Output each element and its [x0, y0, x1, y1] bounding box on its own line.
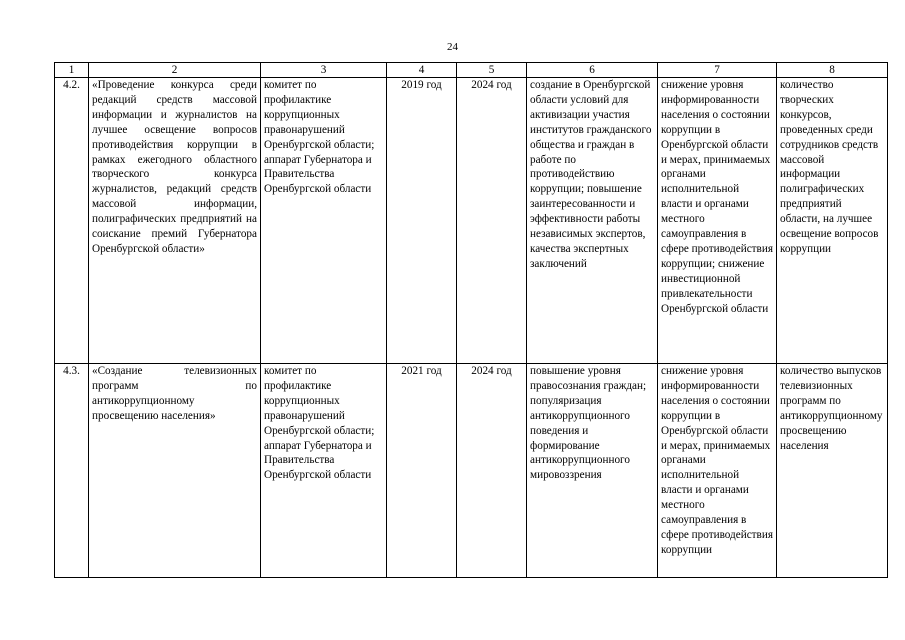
header-row [55, 63, 888, 78]
col-header-6: 6 [527, 63, 658, 78]
col-header-7: 7 [658, 63, 777, 78]
expected-result: создание в Оренбургской области условий для активизации участия институтов гражданского общества и граждан в работе по противодействию коррупции; повышение заинтересованности и эффективности работы независимых экспертов, качества экспертных заключений [527, 78, 658, 364]
indicator: количество выпусков телевизионных программ по антикоррупционному просвещению населения [777, 364, 888, 578]
executor: комитет по профилактике коррупционных правонарушений Оренбургской области; аппарат Губернатора и Правительства Оренбургской области [261, 78, 387, 364]
executor: комитет по профилактике коррупционных правонарушений Оренбургской области; аппарат Губернатора и Правительства Оренбургской области [261, 364, 387, 578]
row-number: 4.3. [55, 364, 89, 578]
measures-table [54, 62, 888, 578]
table-row [55, 78, 888, 364]
consequences: снижение уровня информированности населения о состоянии коррупции в Оренбургской области и мерах, принимаемых органами исполнительной власти и органами местного самоуправления в сфере противодействия коррупции [658, 364, 777, 578]
page-number: 24 [447, 41, 458, 53]
col-header-5: 5 [457, 63, 527, 78]
col-header-3: 3 [261, 63, 387, 78]
start-year: 2019 год [387, 78, 457, 364]
col-header-8: 8 [777, 63, 888, 78]
measure-name: «Проведение конкурса среди редакций средств массовой информации и журналистов на лучшее освещение вопросов противодействия коррупции в рамках ежегодного областного творческого конкурса журналистов, редакций средств массовой информации, полиграфических предприятий на соискание премий Губернатора Оренбургской области» [89, 78, 261, 364]
col-header-4: 4 [387, 63, 457, 78]
row-number: 4.2. [55, 78, 89, 364]
indicator: количество творческих конкурсов, проведенных среди сотрудников средств массовой информации полиграфических предприятий области, на лучшее освещение вопросов коррупции [777, 78, 888, 364]
table-row [55, 364, 888, 578]
col-header-2: 2 [89, 63, 261, 78]
end-year: 2024 год [457, 364, 527, 578]
consequences: снижение уровня информированности населения о состоянии коррупции в Оренбургской области и мерах, принимаемых органами исполнительной власти и органами местного самоуправления в сфере противодействия коррупции; снижение инвестиционной привлекательности Оренбургской области [658, 78, 777, 364]
start-year: 2021 год [387, 364, 457, 578]
col-header-1: 1 [55, 63, 89, 78]
expected-result: повышение уровня правосознания граждан; популяризация антикоррупционного поведения и формирование антикоррупционного мировоззрения [527, 364, 658, 578]
end-year: 2024 год [457, 78, 527, 364]
measure-name: «Создание телевизионных программ по антикоррупционному просвещению населения» [89, 364, 261, 578]
